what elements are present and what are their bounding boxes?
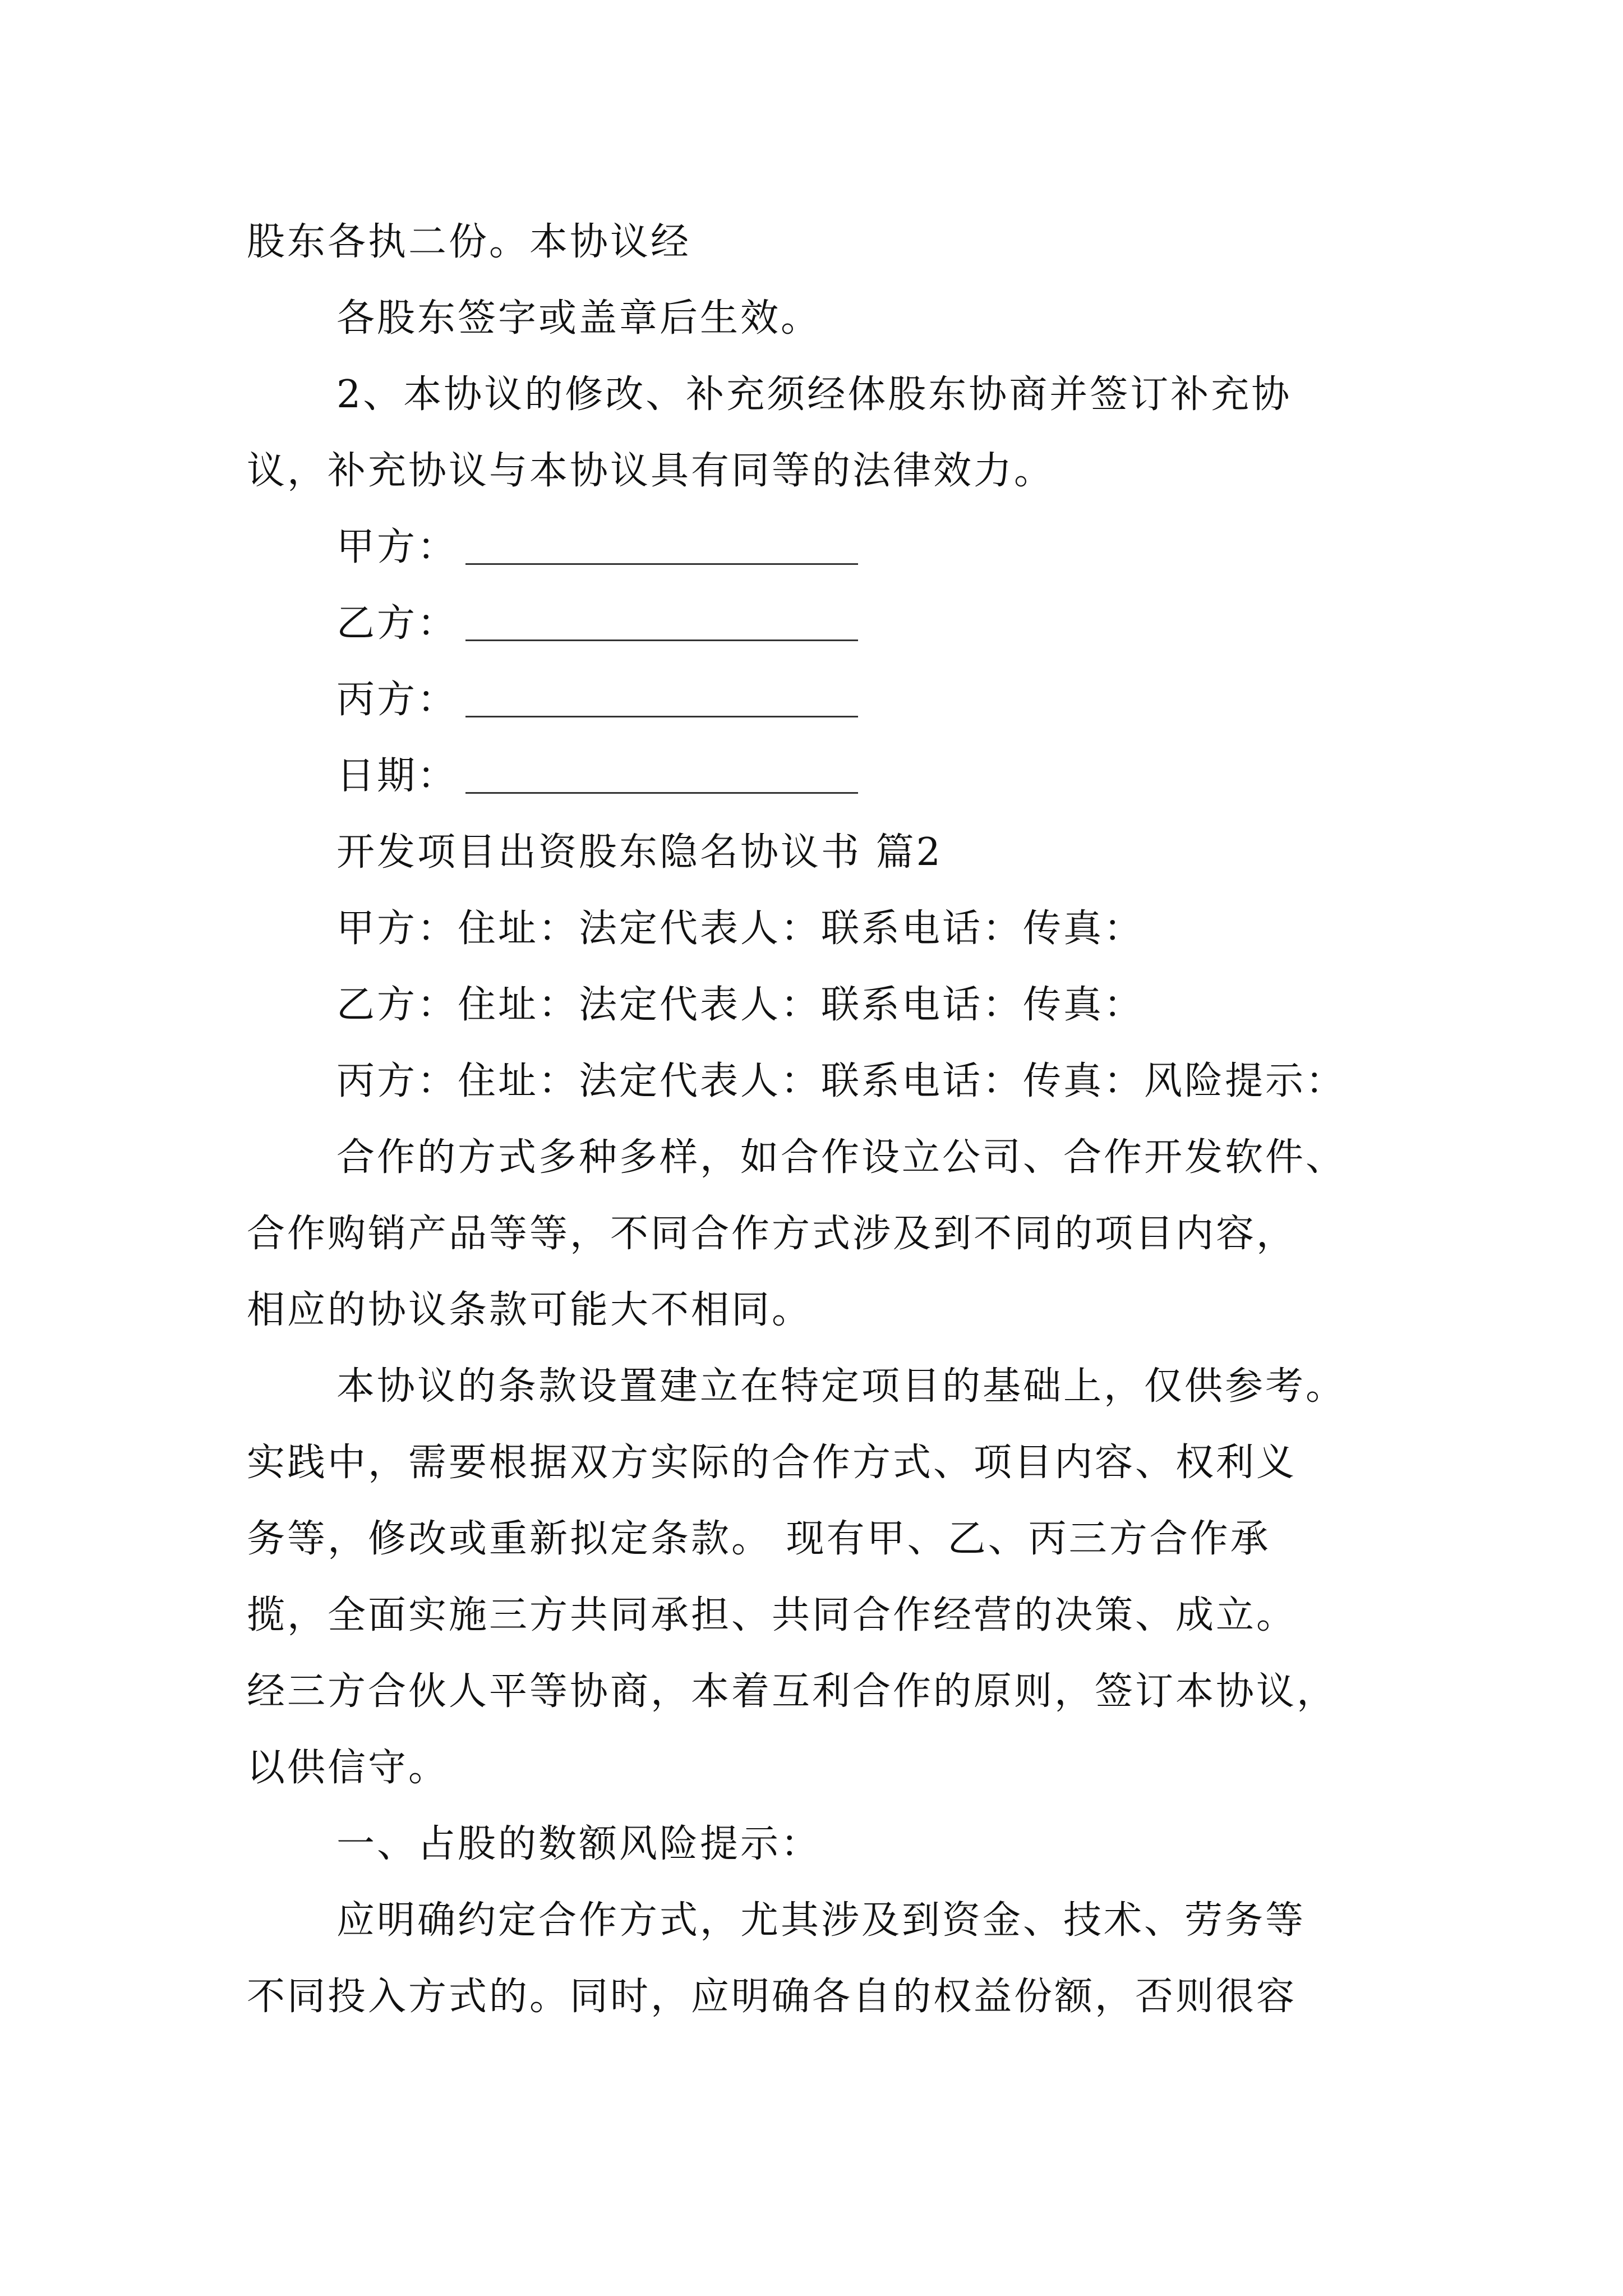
body-line: 相应的协议条款可能大不相同。: [247, 1288, 813, 1332]
body-line: 揽，全面实施三方共同承担、共同合作经营的决策、成立。: [247, 1593, 1297, 1637]
signature-line-party-a[interactable]: [465, 563, 858, 565]
body-line: 应明确约定合作方式，尤其涉及到资金、技术、劳务等: [336, 1898, 1306, 1943]
text-line: 2、本协议的修改、补充须经体股东协商并签订补充协: [336, 372, 1292, 417]
signature-label-date: 日期：: [336, 754, 458, 798]
party-line: 乙方：住址：法定代表人：联系电话：传真：: [336, 983, 1145, 1027]
signature-label-party-b: 乙方：: [336, 601, 458, 646]
signature-line-party-b[interactable]: [465, 639, 858, 641]
body-line: 合作购销产品等等，不同合作方式涉及到不同的项目内容，: [247, 1212, 1297, 1256]
body-line: 务等，修改或重新拟定条款。 现有甲、乙、丙三方合作承: [247, 1517, 1271, 1561]
clause-heading: 一、占股的数额风险提示：: [336, 1822, 822, 1866]
body-line: 经三方合伙人平等协商，本着互利合作的原则，签订本协议，: [247, 1669, 1338, 1714]
signature-label-party-a: 甲方：: [336, 525, 458, 569]
section-title: 开发项目出资股东隐名协议书 篇2: [336, 830, 943, 875]
body-line: 以供信守。: [247, 1746, 449, 1790]
body-line: 合作的方式多种多样，如合作设立公司、合作开发软件、: [336, 1135, 1347, 1180]
body-line: 实践中，需要根据双方实际的合作方式、项目内容、权利义: [247, 1441, 1297, 1485]
body-line: 不同投入方式的。同时，应明确各自的权益份额，否则很容: [247, 1975, 1297, 2019]
signature-label-party-c: 丙方：: [336, 678, 458, 722]
signature-line-date[interactable]: [465, 792, 858, 794]
party-line: 丙方：住址：法定代表人：联系电话：传真：风险提示：: [336, 1059, 1347, 1103]
party-line: 甲方：住址：法定代表人：联系电话：传真：: [336, 907, 1145, 951]
body-line: 本协议的条款设置建立在特定项目的基础上，仅供参考。: [336, 1364, 1347, 1409]
signature-line-party-c[interactable]: [465, 716, 858, 717]
text-line: 议，补充协议与本协议具有同等的法律效力。: [247, 449, 1055, 493]
text-line: 股东各执二份。本协议经: [247, 220, 691, 264]
text-line: 各股东签字或盖章后生效。: [336, 296, 822, 341]
